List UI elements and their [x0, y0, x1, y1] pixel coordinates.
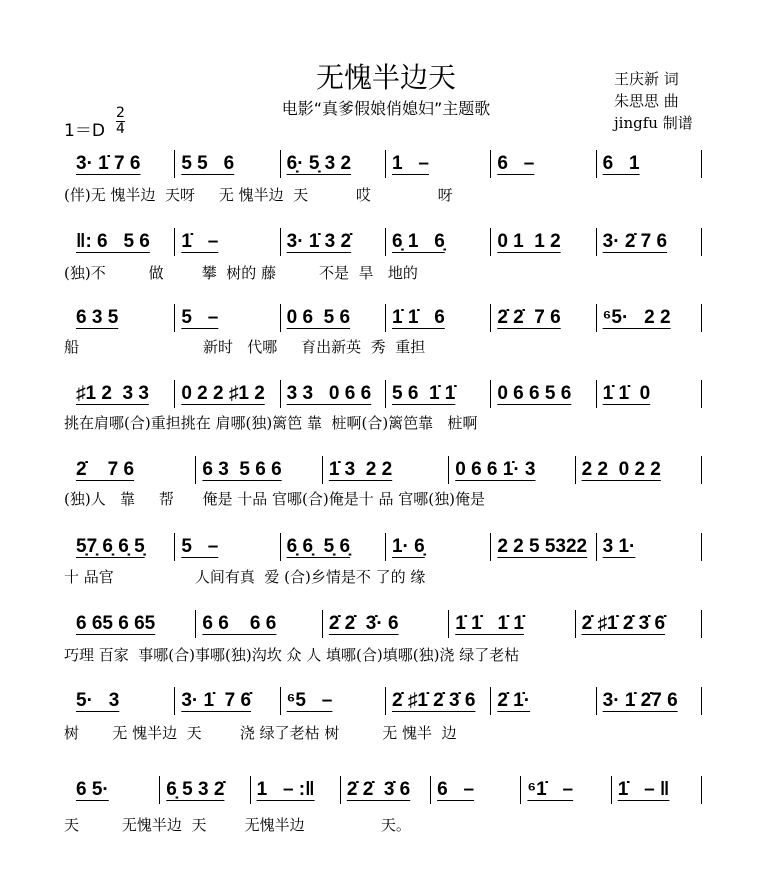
credits: [614, 68, 693, 134]
lyricist: 王庆新 词: [614, 70, 679, 88]
lyric-line: 天 无愧半边 天 无愧半边 天。: [64, 816, 411, 834]
measure: 2̇ 2̇ 3̇· 6: [323, 610, 449, 638]
measure: 5 –: [175, 533, 280, 561]
measure: 3· 1̇ 7 6̇: [175, 687, 280, 715]
measure: 1 –: [386, 150, 491, 178]
arranger: jingfu 制谱: [614, 114, 693, 132]
measure: 1̇ – ‖: [612, 776, 702, 804]
lyric-line: 船 新时 代哪 育出新英 秀 重担: [64, 338, 426, 356]
lyric-line: 巧理 百家 事哪(合)事哪(独)沟坎 众 人 填哪(合)填哪(独)浇 绿了老枯: [64, 646, 520, 664]
measure: ♯1 2 3 3: [70, 380, 175, 408]
measure: 3· 1̇ 7 6: [70, 150, 175, 178]
measure: 6̣ 5 3 2̇: [160, 776, 250, 804]
notation-row: [70, 533, 702, 561]
notation-row: [70, 687, 702, 715]
measure: ⁶1̇ –: [521, 776, 611, 804]
measure: 2̇ 2̇ 7 6: [491, 304, 596, 332]
measure: 6 65 6 65: [70, 610, 196, 638]
composer: 朱思思 曲: [614, 92, 679, 110]
measure: 1̇ 1̇ 1̇ 1̇: [449, 610, 575, 638]
key-signature: 1＝D: [64, 121, 105, 141]
measure: 6 5·: [70, 776, 160, 804]
measure: 0 6 5 6: [281, 304, 386, 332]
song-subtitle: 电影“真爹假娘俏媳妇”主题歌: [281, 99, 491, 118]
measure: 6 1: [597, 150, 702, 178]
lyric-line: 树 无 愧半边 天 浇 绿了老枯 树 无 愧半 边: [64, 724, 457, 742]
measure: 6̣ 6̣ 5̣ 6̣: [281, 533, 386, 561]
measure: 5· 3: [70, 687, 175, 715]
notation-row: [70, 304, 702, 332]
measure: 6 3 5: [70, 304, 175, 332]
measure: ⁶5· 2 2: [597, 304, 702, 332]
measure: 2̇ 2̇ 3̇ 6: [341, 776, 431, 804]
measure: 1̇ 3 2 2: [323, 456, 449, 484]
measure: 1̇ 1̇ 0: [597, 380, 702, 408]
lyric-line: (独)人 靠 帮 俺是 十品 官哪(合)俺是十 品 官哪(独)俺是: [64, 490, 485, 508]
measure: 1 – :‖: [251, 776, 341, 804]
measure: 5 6 1̇ 1̇: [386, 380, 491, 408]
measure: 2̇ 7 6: [70, 456, 196, 484]
measure: 2̇ ♯1̇ 2̇ 3̇ 6̇: [576, 610, 702, 638]
measure: 2 2 0 2 2: [576, 456, 702, 484]
time-signature-bottom: 4: [116, 121, 125, 137]
measure: 1̇ 1̇ 6: [386, 304, 491, 332]
measure: 1· 6̣: [386, 533, 491, 561]
notation-row: [70, 150, 702, 178]
lyric-line: 挑在肩哪(合)重担挑在 肩哪(独)篱笆 靠 桩啊(合)篱笆靠 桩啊: [64, 414, 478, 432]
measure: 3· 1̇ 3 2̇: [281, 228, 386, 256]
lyric-line: (伴)无 愧半边 天呀 无 愧半边 天 哎 呀: [64, 186, 453, 204]
measure: 6 3 5 6 6: [196, 456, 322, 484]
measure: 0 6 6 5 6: [491, 380, 596, 408]
measure: 5 5 6: [175, 150, 280, 178]
measure: 1̇ –: [175, 228, 280, 256]
notation-row: [70, 380, 702, 408]
measure: 6̣ 1 6̣: [386, 228, 491, 256]
measure: 0 6 6 1̇· 3: [449, 456, 575, 484]
measure: 2̇ ♯1̇ 2̇ 3̇ 6: [386, 687, 491, 715]
notation-row: [70, 228, 702, 256]
measure: 3 1·: [597, 533, 702, 561]
notation-row: [70, 776, 702, 804]
measure: ‖: 6 5 6: [70, 228, 175, 256]
lyric-line: 十 品官 人间有真 爱 (合)乡情是不 了的 缘: [64, 568, 426, 586]
measure: 5̣7̣ 6̣ 6̣ 5̣: [70, 533, 175, 561]
measure: 2 2 5 5322: [491, 533, 596, 561]
lyric-line: (独)不 做 攀 树的 藤 不是 旱 地的: [64, 264, 418, 282]
measure: 6 6 6 6: [196, 610, 322, 638]
song-title: 无愧半边天: [315, 61, 456, 94]
measure: 3 3 0 6 6: [281, 380, 386, 408]
time-signature-top: 2: [116, 105, 125, 121]
measure: 6 –: [431, 776, 521, 804]
measure: 3· 2̇ 7 6: [597, 228, 702, 256]
measure: 3· 1̇ 2̇7 6: [597, 687, 702, 715]
time-signature: [116, 106, 125, 137]
measure: 0 1 1 2: [491, 228, 596, 256]
notation-row: [70, 456, 702, 484]
measure: 6 –: [491, 150, 596, 178]
measure: 6̣· 5̣ 3 2: [281, 150, 386, 178]
measure: 0 2 2 ♯1 2: [175, 380, 280, 408]
measure: 5 –: [175, 304, 280, 332]
notation-row: [70, 610, 702, 638]
measure: ⁶5 –: [281, 687, 386, 715]
measure: 2̇ 1̇·: [491, 687, 596, 715]
